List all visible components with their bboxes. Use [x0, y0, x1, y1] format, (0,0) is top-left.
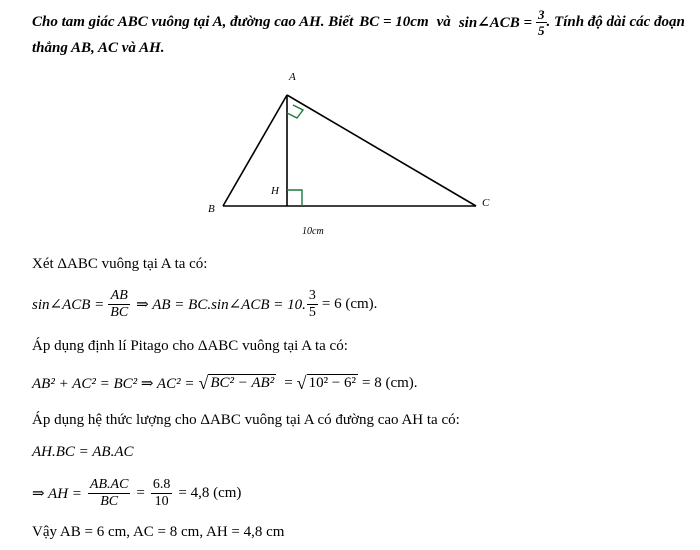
step4-lhs: ⇒ AH = [32, 485, 82, 502]
step2-sqrt-1: BC² − AB² [210, 375, 275, 391]
problem-text: Cho tam giác ABC vuông tại A, đường cao AH. Biết [32, 13, 354, 30]
label-c: C [482, 197, 490, 209]
step2-lhs: AB² + AC² = BC² ⇒ AC² = [32, 375, 195, 392]
step4-numerator-2: 6.8 [152, 476, 171, 492]
step1-numerator: AB [108, 289, 130, 305]
length-bc-label: 10cm [302, 226, 324, 237]
problem-line-2: thẳng AB, AC và AH. [32, 40, 165, 56]
step4-denominator: BC [100, 493, 119, 509]
step2-sqrt-2: 10² − 6² [308, 375, 357, 391]
step1-result: = 6 (cm). [321, 295, 378, 312]
conclusion: Vậy AB = 6 cm, AC = 8 cm, AH = 4,8 cm [32, 524, 285, 540]
sin-denominator: 5 [538, 22, 545, 38]
sqrt-icon: √ [296, 372, 307, 393]
step3-equation: AH.BC = AB.AC [32, 444, 134, 460]
right-angle-mark-h [287, 190, 302, 206]
step1-denominator-2: 5 [308, 304, 316, 320]
step1-denominator: BC [110, 304, 129, 320]
step4-fraction-2 [151, 478, 173, 509]
bc-given: BC = 10cm [359, 13, 429, 30]
step2-intro: Áp dụng định lí Pitago cho ΔABC vuông tại A ta có: [32, 338, 348, 354]
step2-equation [32, 370, 418, 396]
step4-equals: = [136, 484, 145, 501]
step4-equation [32, 470, 241, 516]
step1-middle: ⇒ AB = BC.sin∠ACB = 10. [136, 296, 306, 313]
label-a: A [289, 71, 296, 83]
step1-numerator-2: 3 [308, 287, 316, 303]
step2-result: = 8 (cm). [362, 374, 418, 391]
step1-fraction [108, 289, 130, 320]
label-h: H [271, 185, 279, 197]
step1-fraction-2 [307, 289, 318, 320]
label-b: B [208, 203, 215, 215]
step4-numerator: AB.AC [89, 476, 129, 492]
sin-expression: sin∠ACB = [458, 14, 533, 31]
step1-equation [32, 284, 377, 324]
and-word: và [436, 13, 451, 30]
right-angle-mark-a [287, 105, 303, 118]
step4-result: = 4,8 (cm) [178, 484, 242, 501]
step2-equals: = [284, 374, 293, 391]
sqrt-icon: √ [198, 372, 209, 393]
side-ac [287, 95, 476, 206]
step1-intro: Xét ΔABC vuông tại A ta có: [32, 256, 208, 272]
step4-fraction [88, 478, 131, 509]
sin-numerator: 3 [538, 6, 545, 22]
step1-lhs: sin∠ACB = [32, 296, 105, 313]
problem-tail: . Tính độ dài các đoạn [546, 13, 685, 30]
step4-denominator-2: 10 [154, 493, 169, 509]
step3-intro: Áp dụng hệ thức lượng cho ΔABC vuông tại A có đường cao AH ta có: [32, 412, 460, 428]
